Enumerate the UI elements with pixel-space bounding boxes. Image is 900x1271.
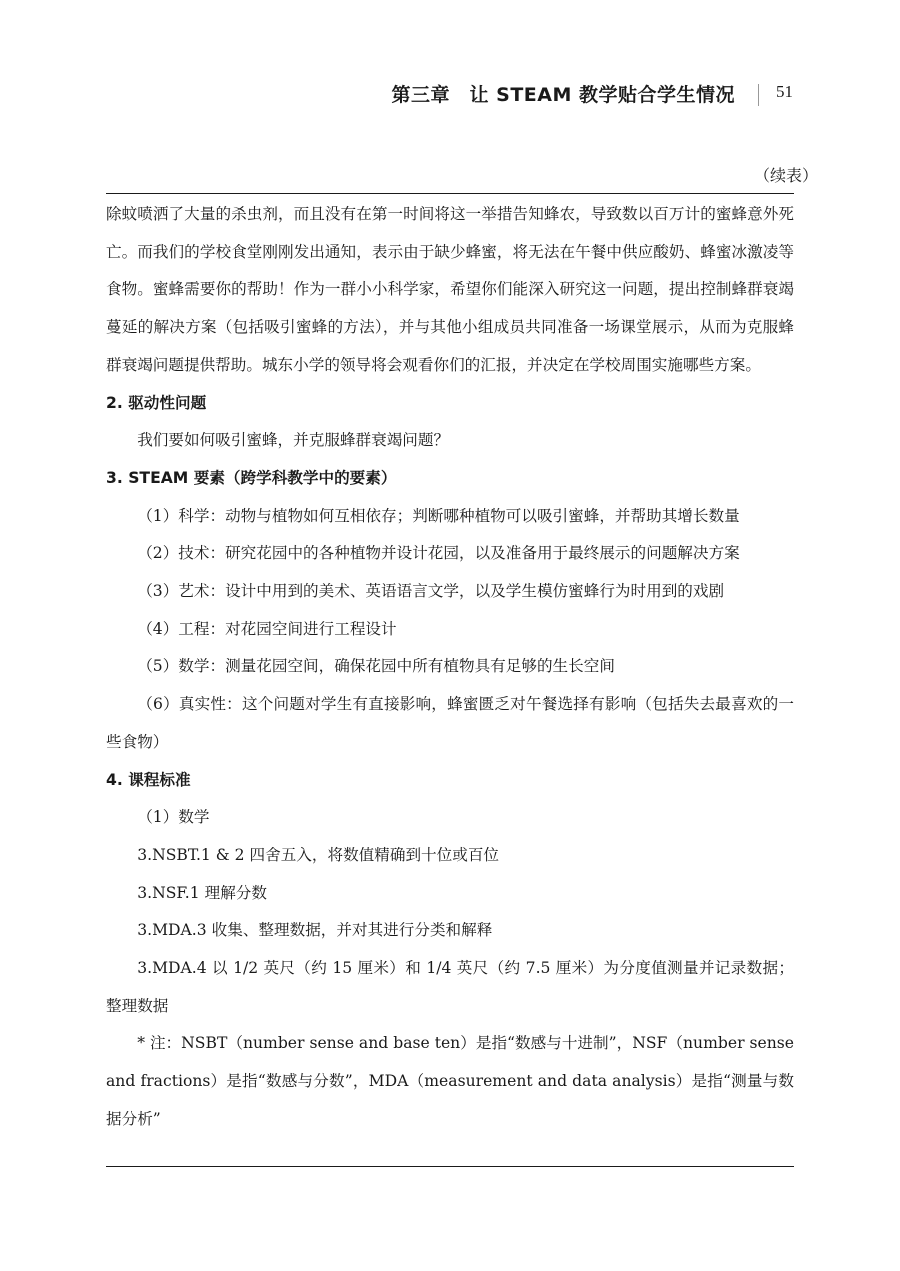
- section-heading-driving-question: 2. 驱动性问题: [106, 393, 207, 412]
- intro-paragraph: 除蚊喷洒了大量的杀虫剂，而且没有在第一时间将这一举措告知蜂农，导致数以百万计的蜜蜂意外死亡。而我们的学校食堂刚刚发出通知，表示由于缺少蜂蜜，将无法在午餐中供应酸奶、蜂蜜冰激凌等食物。蜜蜂需要你的帮助！作为一群小小科学家，希望你们能深入研究这一问题，提出控制蜂群衰竭蔓延的解决方案（包括吸引蜜蜂的方法），并与其他小组成员共同准备一场课堂展示，从而为克服蜂群衰竭问题提供帮助。城东小学的领导将会观看你们的汇报，并决定在学校周围实施哪些方案。: [106, 205, 794, 374]
- standard-nsbt: 3.NSBT.1 & 2 四舍五入，将数值精确到十位或百位: [137, 845, 500, 864]
- page-header: [0, 78, 900, 112]
- continued-table-label: （续表）: [753, 166, 818, 185]
- standard-nsf: 3.NSF.1 理解分数: [137, 883, 267, 902]
- section-heading-steam-elements: 3. STEAM 要素（跨学科教学中的要素）: [106, 468, 397, 487]
- table-bottom-rule: [106, 1166, 794, 1167]
- header-divider: [758, 84, 759, 106]
- table-content: [106, 196, 794, 1139]
- steam-item-arts: （3）艺术：设计中用到的美术、英语语言文学，以及学生模仿蜜蜂行为时用到的戏剧: [137, 582, 725, 601]
- section-heading-curriculum-standards: 4. 课程标准: [106, 770, 191, 789]
- chapter-title: 第三章 让 STEAM 教学贴合学生情况: [391, 84, 735, 106]
- steam-item-technology: （2）技术：研究花园中的各种植物并设计花园，以及准备用于最终展示的问题解决方案: [137, 544, 740, 563]
- standard-mda-4: 3.MDA.4 以 1/2 英尺（约 15 厘米）和 1/4 英尺（约 7.5 厘米）为分度值测量并记录数据；整理数据: [106, 959, 794, 1015]
- driving-question-text: 我们要如何吸引蜜蜂，并克服蜂群衰竭问题？: [137, 431, 450, 450]
- steam-item-authenticity: （6）真实性：这个问题对学生有直接影响，蜂蜜匮乏对午餐选择有影响（包括失去最喜欢的一些食物）: [106, 695, 794, 751]
- steam-item-science: （1）科学：动物与植物如何互相依存；判断哪种植物可以吸引蜜蜂，并帮助其增长数量: [137, 506, 740, 525]
- steam-item-math: （5）数学：测量花园空间，确保花园中所有植物具有足够的生长空间: [137, 657, 615, 676]
- page-number: 51: [776, 82, 793, 101]
- standards-footnote: * 注：NSBT（number sense and base ten）是指“数感与十进制”，NSF（number sense and fractions）是指“数感与分数”，MDA（measurement and data analysis）是指“测量与数据分析”: [106, 1034, 794, 1128]
- standard-subject-math: （1）数学: [137, 808, 210, 827]
- steam-item-engineering: （4）工程：对花园空间进行工程设计: [137, 619, 397, 638]
- table-top-rule: [106, 193, 794, 194]
- standard-mda-3: 3.MDA.3 收集、整理数据，并对其进行分类和解释: [137, 921, 493, 940]
